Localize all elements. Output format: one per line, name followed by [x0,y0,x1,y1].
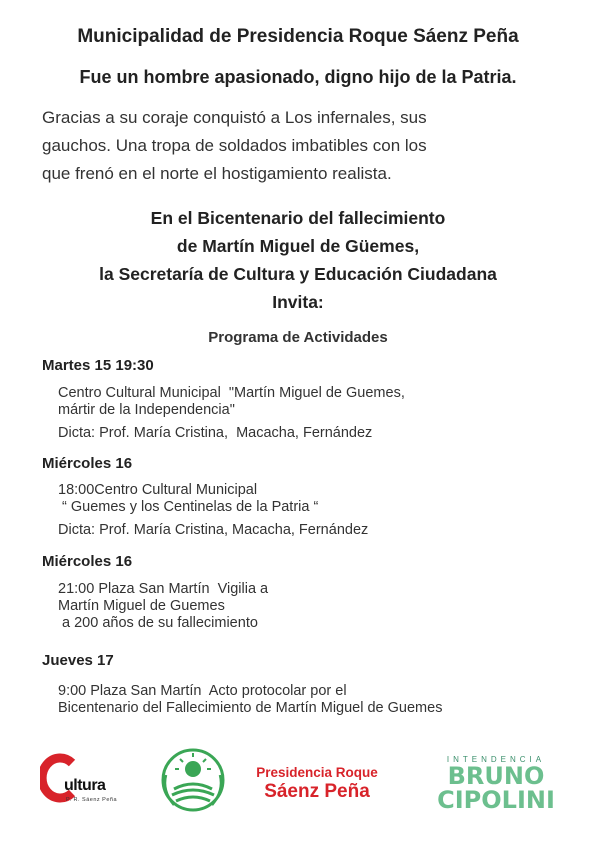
event-line: 9:00 Plaza San Martín Acto protocolar por el [58,683,347,699]
intendencia-name-last: CIPOLINI [437,786,555,814]
cultura-logo-subtext: P. R. Sáenz Peña [66,797,118,803]
cultura-logo-word: ultura [64,777,106,794]
invitation-line: la Secretaría de Cultura y Educación Ciudadana [99,264,497,284]
event-details [58,683,578,717]
invitation-line: de Martín Miguel de Güemes, [176,236,420,256]
event-details [58,482,578,539]
presidencia-logo-line1: Presidencia Roque [256,765,378,780]
invitation-line: Invita: [272,292,324,312]
intendencia-logo [436,755,556,812]
event-line: “ Guemes y los Centinelas de la Patria “ [58,499,319,515]
event-line: Dicta: Prof. María Cristina, Macacha, Fernández [58,425,373,441]
event-details [58,581,578,632]
presidencia-logo [237,765,397,803]
intendencia-name-first: BRUNO [447,762,545,790]
invitation-line: En el Bicentenario del fallecimiento [150,208,446,228]
page-subtitle: Fue un hombre apasionado, digno hijo de la Patria. [79,67,517,87]
intendencia-label: INTENDENCIA [446,755,546,764]
presidencia-logo-line2: Sáenz Peña [264,781,370,802]
event-day-heading: Miércoles 16 [42,553,133,570]
intro-line: gauchos. Una tropa de soldados imbatibles con los [42,136,427,155]
event-details [58,385,578,442]
event-day-heading: Jueves 17 [42,652,114,669]
event-line: Martín Miguel de Guemes [58,598,225,614]
event-line: Dicta: Prof. María Cristina, Macacha, Fernández [58,522,369,538]
cultura-logo [40,753,124,811]
footer-logos [0,745,596,820]
program-heading: Programa de Actividades [208,329,388,346]
event-line: 21:00 Plaza San Martín Vigilia a [58,581,269,597]
invitation-block [0,204,596,316]
event-line: a 200 años de su fallecimiento [58,615,258,631]
municipal-emblem-icon [160,745,226,815]
event-line: mártir de la Independencia" [58,402,235,418]
intro-paragraph [42,104,554,188]
page-title: Municipalidad de Presidencia Roque Sáenz Peña [77,26,519,47]
intro-line: que frenó en el norte el hostigamiento realista. [42,164,392,183]
event-day-heading: Martes 15 19:30 [42,357,154,374]
event-line: 18:00Centro Cultural Municipal [58,482,258,498]
event-line: Centro Cultural Municipal "Martín Miguel de Guemes, [58,385,405,401]
intro-line: Gracias a su coraje conquistó a Los infernales, sus [42,108,427,127]
event-day-heading: Miércoles 16 [42,455,133,472]
event-line: Bicentenario del Fallecimiento de Martín Miguel de Guemes [58,700,443,716]
